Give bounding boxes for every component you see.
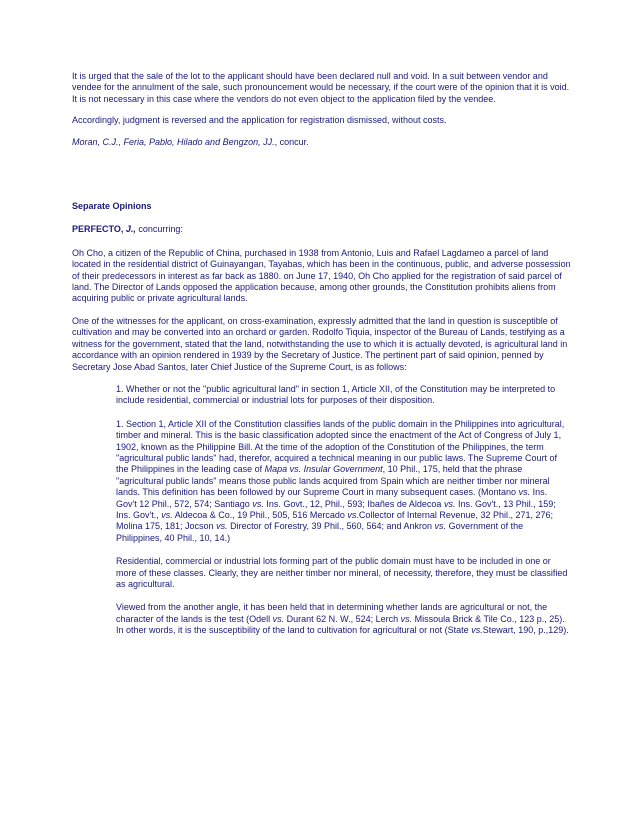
versus-abbrev: vs. (443, 498, 456, 509)
versus-abbrev: vs. (272, 613, 285, 624)
versus-abbrev: vs. (518, 487, 531, 498)
quote-text: Collector of Internal Revenue, 32 Phil., 271, 276; Molina 175, 181; Jocson (116, 509, 553, 532)
quote-text: Missoula Brick & Tile Co., 123 p., 25). In other words, it is the susceptibility of the land to cultivation for agricultural or not (State (116, 613, 565, 636)
versus-abbrev: vs. (471, 625, 483, 636)
quote-text: Viewed from the another angle, it has been held that in determining whether lands are agricultural or not, the character of the lands is the test (Odell (116, 602, 548, 624)
quote-classification (116, 419, 570, 544)
opinion-byline (72, 224, 572, 235)
quote-residential-lots: Residential, commercial or industrial lots forming part of the public domain must have to be included in one or more of these classes. Clearly, they are neither timber nor mineral, of necessity, therefore, they must be classified as agricultural. (116, 556, 568, 589)
document-body (72, 71, 572, 649)
quote-text: 1. Section 1, Article XII of the Constitution classifies lands of the public domain in the Philippines into agricultural, timber and mineral. This is the basic classification adopted since the enactment of the Act of Congress of July 1, 1902, known as the Philippine Bill. At the time of the adoption of the Constitution of the Philippines, the term "agricultural public lands" had, therefor, acquired a technical meaning in our public laws. The Supreme Court of the Philippines in the leading case of (116, 418, 565, 475)
quote-text: Government of the Philippines, 40 Phil., 10, 14.) (116, 521, 524, 543)
quote-text: Ins. Gov't 12 Phil., 572, 574; Santiago (116, 487, 548, 509)
quote-question: 1. Whether or not the "public agricultural land" in section 1, Article XII, of the Constitution may be interpreted to include residential, commercial or industrial lots for purposes of their disposition. (116, 383, 556, 406)
concur-text: , concur. (274, 136, 309, 147)
separate-opinions-heading: Separate Opinions (72, 201, 152, 212)
justice-title: J., (125, 224, 136, 235)
versus-abbrev: vs. (400, 613, 413, 624)
quote-text: Aldecoa & Co., 19 Phil., 505, 516 Mercado (172, 509, 348, 520)
paragraph-oh-cho: Oh Cho, a citizen of the Republic of China, purchased in 1938 from Antonio, Luis and Rafael Lagdameo a parcel of land located in the residential district of Guinayangan, Tayabas, which has been in the continuous, public, and adverse possession of their predecessors in interest as far back as 1880. on June 17, 1940, Oh Cho applied for the registration of said parcel of land. The Director of Lands opposed the application because, among other grounds, the Constitution prohibits aliens from acquiring public or private agricultural lands. (72, 247, 571, 304)
versus-abbrev: vs. (161, 509, 173, 520)
versus-abbrev: vs. (216, 521, 228, 532)
quote-text: Stewart, 190, p.,129). (482, 625, 569, 636)
versus-abbrev: vs. (347, 509, 359, 520)
quote-text: , 10 Phil., 175, held that the phrase "agricultural public lands" means those public lands acquired from Spain which are neither timber nor mineral lands. This definition has been followed by our Supreme Court in many subsequent cases. (Montano (116, 464, 550, 498)
paragraph-witnesses: One of the witnesses for the applicant, on cross-examination, expressly admitted that the land in question is susceptible of cultivation and may be converted into an orchard or garden. Rodolfo Tiquia, inspector of the Bureau of Lands, testifying as a witness for the government, stated that the land, notwithstanding the use to which it is actually devoted, is agricultural land in accordance with an opinion rendered in 1939 by the Secretary of Justice. The pertinent part of said opinion, penned by Secretary Jose Abad Santos, later Chief Justice of the Supreme Court, is as follows: (72, 315, 568, 372)
versus-abbrev: vs. (434, 521, 447, 532)
paragraph-sale-void: It is urged that the sale of the lot to the applicant should have been declared null and void. In a suit between vendor and vendee for the annulment of the sale, such pronouncement would be necessary, if the court were of the opinion that it is void. It is not necessary in this case where the vendors do not even object to the application filed by the vendee. (72, 71, 570, 104)
byline-suffix: concurring: (135, 224, 183, 235)
quote-text: Director of Forestry, 39 Phil., 560, 564; and Ankron (227, 521, 435, 532)
quote-character-test (116, 602, 570, 636)
paragraph-judgment: Accordingly, judgment is reversed and the application for registration dismissed, without costs. (72, 115, 447, 126)
case-citation: Mapa vs. Insular Government (264, 464, 383, 475)
quote-text: Durant 62 N. W., 524; Lerch (284, 613, 401, 624)
quote-text: Ins. Govt., 12, Phil., 593; Ibañes de Aldecoa (263, 498, 444, 509)
paragraph-concurrence (72, 137, 572, 148)
concurring-justices: Moran, C.J., Feria, Pablo, Hilado and Bengzon, JJ. (72, 136, 275, 147)
quote-text: Ins. Gov't., 13 Phil., 159; Ins. Gov't., (116, 498, 556, 520)
justice-name: PERFECTO, (72, 224, 124, 235)
versus-abbrev: vs. (252, 498, 264, 509)
